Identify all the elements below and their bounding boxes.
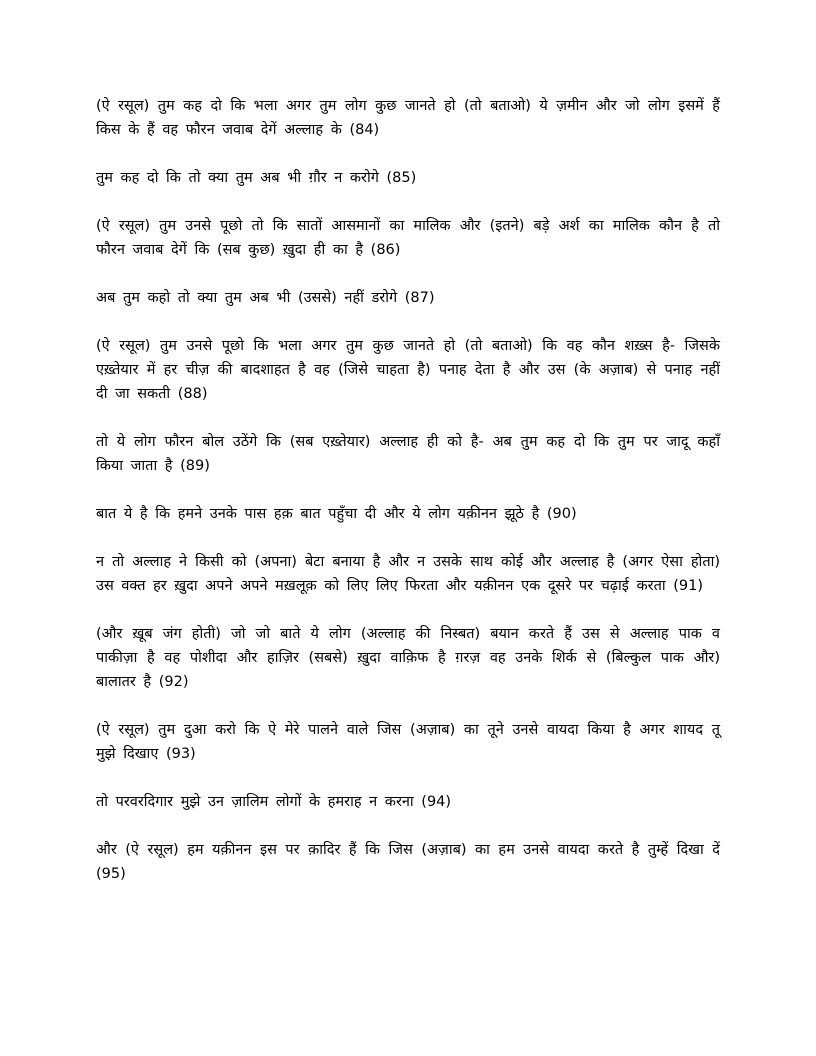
verse-92: (और ख़ूब जंग होती) जो जो बाते ये लोग (अल्लाह की निस्बत) बयान करते हैं उस से अल्लाह पाक व पाकीज़ा है वह पोशीदा और हाज़िर (सबसे) ख़ुदा वाक़िफ है ग़रज़ वह उनके शिर्क से (बिल्कुल पाक और) बालातर है (92) [96, 626, 720, 690]
verse-85: तुम कह दो कि तो क्या तुम अब भी ग़ौर न करोगे (85) [96, 170, 417, 186]
verse-94: तो परवरदिगार मुझे उन ज़ालिम लोगों के हमराह न करना (94) [96, 794, 452, 810]
verse-86: (ऐ रसूल) तुम उनसे पूछो तो कि सातों आसमानों का मालिक और (इतने) बड़े अर्श का मालिक कौन है तो फौरन जवाब देगें कि (सब कुछ) ख़ुदा ही का है (86) [96, 218, 720, 258]
verse-87: अब तुम कहो तो क्या तुम अब भी (उससे) नहीं डरोगे (87) [96, 290, 435, 306]
verse-90: बात ये है कि हमने उनके पास हक़ बात पहुँचा दी और ये लोग यक़ीनन झूठे है (90) [96, 506, 577, 522]
verse-91: न तो अल्लाह ने किसी को (अपना) बेटा बनाया है और न उसके साथ कोई और अल्लाह है (अगर ऐसा होता) उस वक्त हर ख़ुदा अपने अपने मख़लूक़ को लिए लिए फिरता और यक़ीनन एक दूसरे पर चढ़ाई करता (91) [96, 554, 720, 594]
verse-84: (ऐ रसूल) तुम कह दो कि भला अगर तुम लोग कुछ जानते हो (तो बताओ) ये ज़मीन और जो लोग इसमें हैं किस के हैं वह फौरन जवाब देगें अल्लाह के (84) [96, 98, 720, 138]
verse-93: (ऐ रसूल) तुम दुआ करो कि ऐ मेरे पालने वाले जिस (अज़ाब) का तूने उनसे वायदा किया है अगर शायद तू मुझे दिखाए (93) [96, 722, 720, 762]
verse-88: (ऐ रसूल) तुम उनसे पूछो कि भला अगर तुम कुछ जानते हो (तो बताओ) कि वह कौन शख़्स है- जिसके एख़्तेयार में हर चीज़ की बादशाहत है वह (जिसे चाहता है) पनाह देता है और उस (के अज़ाब) से पनाह नहीं दी जा सकती (88) [96, 338, 720, 402]
verse-89: तो ये लोग फौरन बोल उठेंगे कि (सब एख़्तेयार) अल्लाह ही को है- अब तुम कह दो कि तुम पर जादू कहाँ किया जाता है (89) [96, 434, 720, 474]
verse-95: और (ऐ रसूल) हम यक़ीनन इस पर क़ादिर हैं कि जिस (अज़ाब) का हम उनसे वायदा करते है तुम्हें दिखा दें (95) [96, 842, 720, 882]
document-page [96, 94, 720, 910]
